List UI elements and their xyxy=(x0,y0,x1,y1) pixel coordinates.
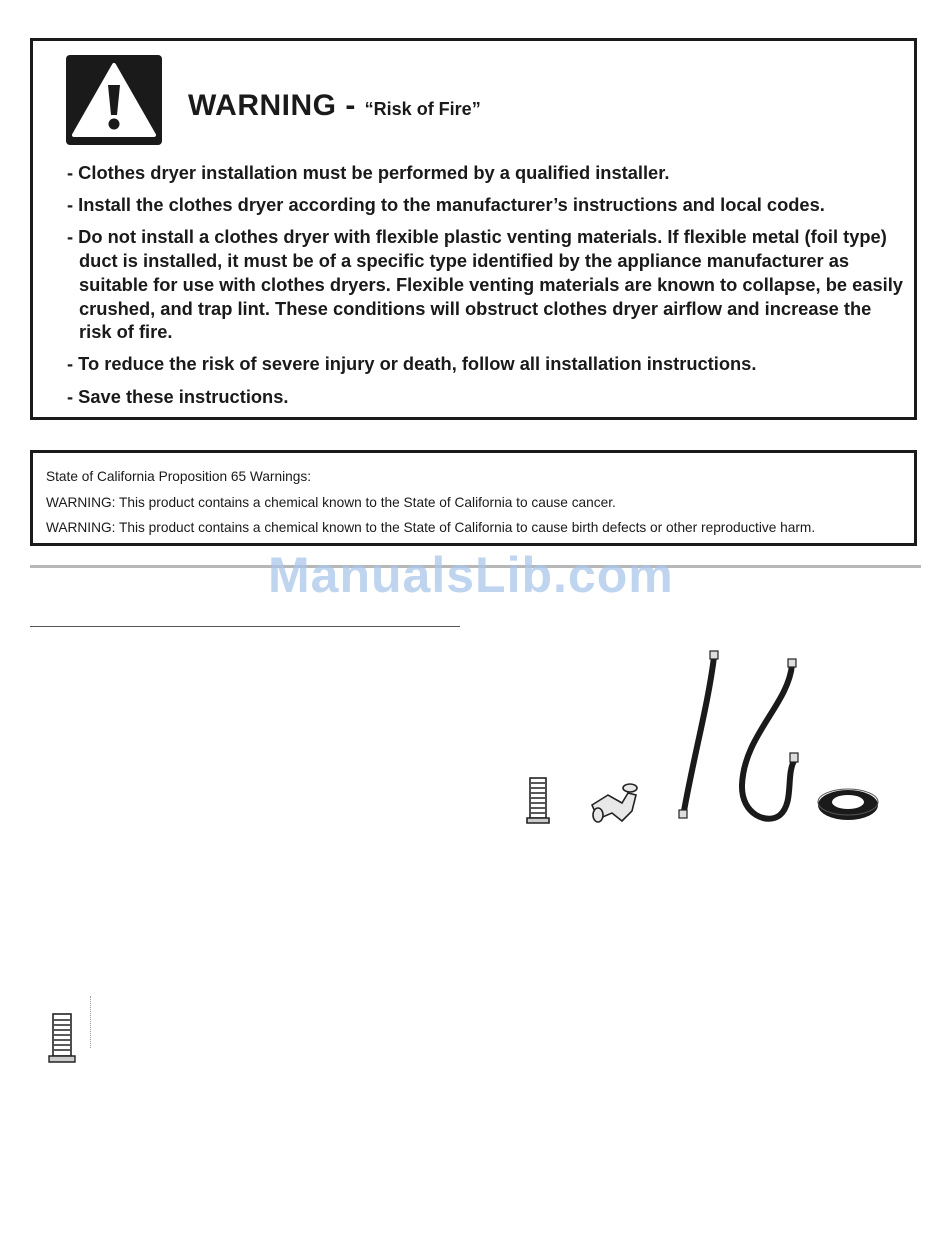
rubber-washer-icon xyxy=(818,789,878,820)
warning-item: - To reduce the risk of severe injury or death, follow all installation instructions. xyxy=(67,353,757,375)
prop65-birth-defects-warning: WARNING: This product contains a chemical known to the State of California to cause birth defects or other reproductive harm. xyxy=(46,520,816,536)
y-connector-icon xyxy=(592,784,637,822)
warning-item: - Do not install a clothes dryer with flexible plastic venting materials. If flexible metal (foil type) duct is installed, it must be of a specific type identified by the appliance manufacturer as suitable for use with clothes dryers. Flexible venting materials are known to collapse, be easily crushed, and trap lint. These conditions will obstruct clothes dryer airflow and increase the risk of fire. xyxy=(67,226,903,343)
warning-list xyxy=(67,161,907,417)
warning-subtitle: “Risk of Fire” xyxy=(364,99,481,119)
warning-item: - Save these instructions. xyxy=(67,385,289,407)
warning-triangle-icon xyxy=(66,55,162,145)
parts-illustration xyxy=(518,645,888,835)
standoff-foot-icon xyxy=(527,778,549,823)
standoff-foot-small-icon xyxy=(44,1010,80,1065)
warning-item: - Clothes dryer installation must be performed by a qualified installer. xyxy=(67,162,670,183)
warning-item: - Install the clothes dryer according to the manufacturer’s instructions and local codes. xyxy=(67,194,825,216)
curved-hose-icon xyxy=(742,659,798,819)
straight-hose-icon xyxy=(679,651,718,818)
fire-warning-box xyxy=(30,38,917,420)
prop65-heading: State of California Proposition 65 Warnings: xyxy=(46,469,312,484)
dotted-guide xyxy=(90,996,91,1048)
column-divider xyxy=(30,626,460,627)
prop65-cancer-warning: WARNING: This product contains a chemical known to the State of California to cause cancer. xyxy=(46,494,616,510)
warning-title: WARNING - “Risk of Fire” xyxy=(188,89,481,122)
proposition-65-box xyxy=(30,450,917,546)
watermark: ManualsLib.com xyxy=(268,547,674,603)
